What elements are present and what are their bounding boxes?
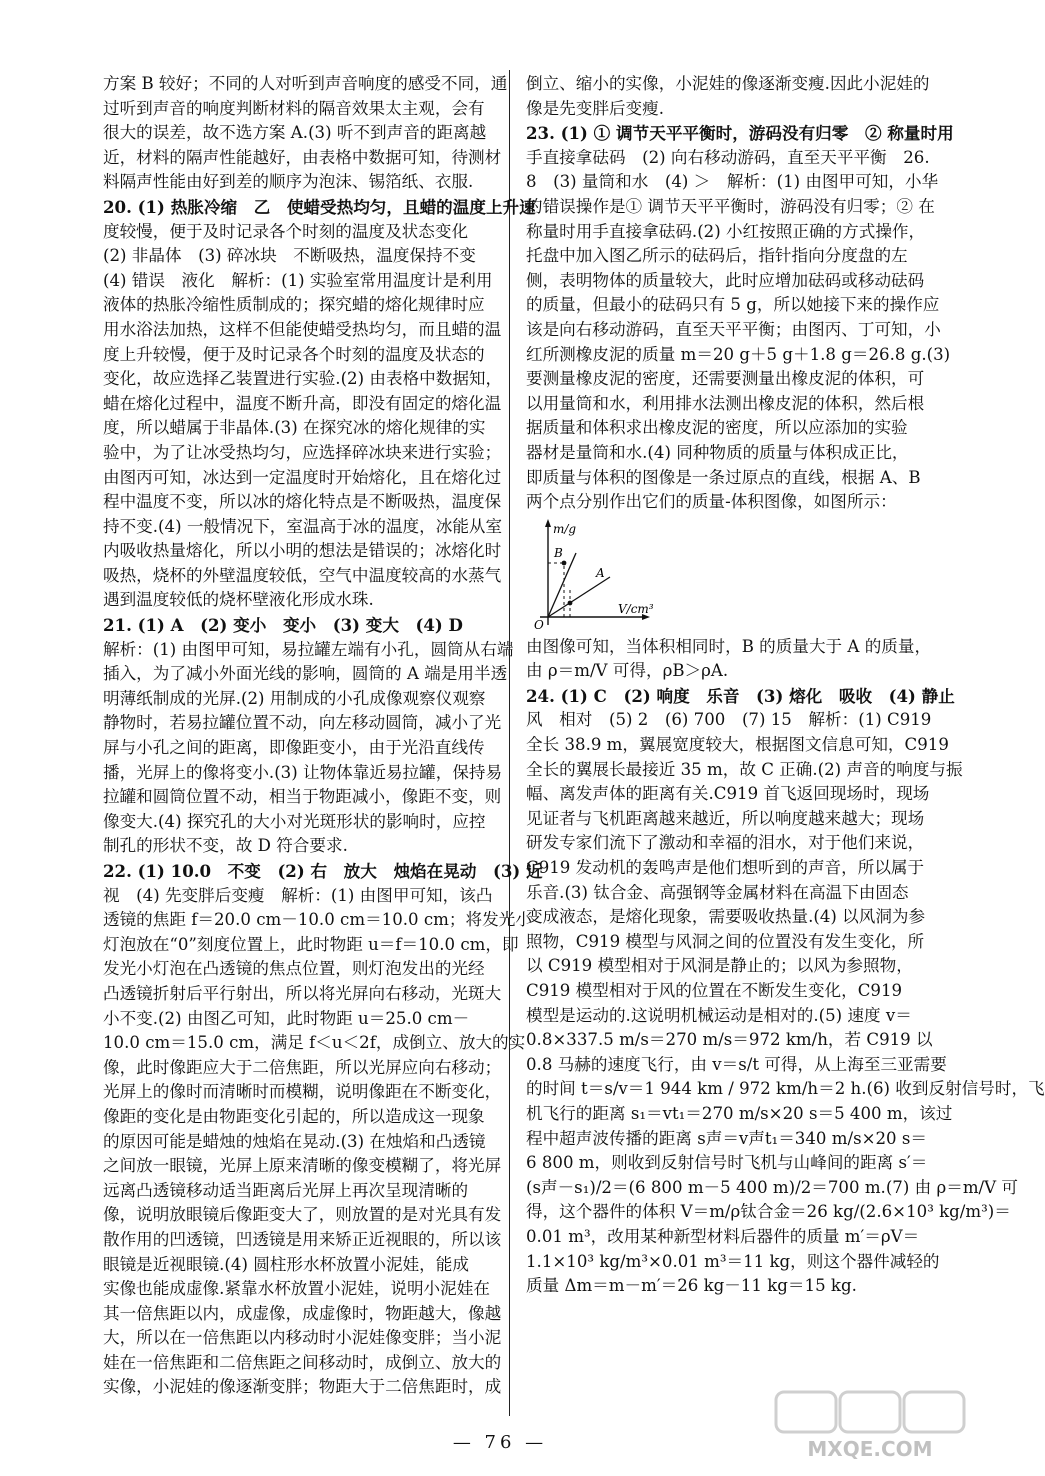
left-text-line: 持不变.(4) 一般情况下，室温高于冰的温度，冰能从室 bbox=[103, 516, 503, 536]
right-text-line: 两个点分别作出它们的质量-体积图像，如图所示： bbox=[526, 492, 897, 512]
left-text-line: 度，所以蜡属于非晶体.(3) 在探究冰的熔化规律的实 bbox=[103, 418, 486, 438]
right-text-line: 机飞行的距离 s₁＝vt₁＝270 m/s×20 s＝5 400 m，该过 bbox=[526, 1103, 953, 1123]
left-text-line: 小不变.(2) 由图乙可知，此时物距 u＝25.0 cm－ bbox=[103, 1008, 470, 1028]
left-text-line: 之间放一眼镜，光屏上原来清晰的像变模糊了，将光屏 bbox=[103, 1156, 502, 1176]
answer-24-block bbox=[526, 684, 1045, 1299]
right-text-line: 由图像可知，当体积相同时，B 的质量大于 A 的质量， bbox=[526, 636, 932, 656]
right-text-line: 研发专家们流下了激动和幸福的泪水，对于他们来说， bbox=[526, 833, 925, 853]
graph-svg bbox=[526, 517, 726, 632]
right-text-line: 模型是运动的.这说明机械运动是相对的.(5) 速度 v＝ bbox=[526, 1005, 912, 1025]
right-text-line: 0.8 马赫的速度飞行，由 v＝s/t 可得，从上海至三亚需要 bbox=[526, 1054, 947, 1074]
left-text-line: 遇到温度较低的烧杯壁液化形成水珠. bbox=[103, 590, 374, 610]
right-text-line: 变成液态，是熔化现象，需要吸收热量.(4) 以风洞为参 bbox=[526, 907, 926, 927]
right-text-line: 1.1×10³ kg/m³×0.01 m³＝11 kg，则这个器件减轻的 bbox=[526, 1251, 940, 1271]
right-text-line: 风 相对 (5) 2 (6) 700 (7) 15 解析：(1) C919 bbox=[526, 710, 932, 730]
left-text-line: 的原因可能是蜡烛的烛焰在晃动.(3) 在烛焰和凸透镜 bbox=[103, 1131, 486, 1151]
right-text-line: 的时间 t＝s/v＝1 944 km / 972 km/h＝2 h.(6) 收到反射信号时，飞 bbox=[526, 1079, 1045, 1099]
point-b bbox=[562, 560, 567, 565]
left-text-line: 近，材料的隔声性能越好，由表格中数据可知，待测材 bbox=[103, 147, 502, 167]
left-text-line: 像，此时像距应大于二倍焦距，所以光屏应向右移动； bbox=[103, 1057, 502, 1077]
left-text-line: 料隔声性能由好到差的顺序为泡沫、锡箔纸、衣服. bbox=[103, 172, 474, 192]
right-column bbox=[526, 72, 1045, 1299]
left-text-line: 远离凸透镜移动适当距离后光屏上再次呈现清晰的 bbox=[103, 1180, 469, 1200]
left-text-line: 22. (1) 10.0 不变 (2) 右 放大 烛焰在晃动 (3) 近 bbox=[103, 861, 543, 881]
right-text-line: 23. (1) ① 调节天平平衡时，游码没有归零 ② 称量时用 bbox=[526, 123, 954, 144]
left-text-line: 程中温度不变，所以冰的熔化特点是不断吸热，温度保 bbox=[103, 492, 502, 512]
left-text-line: 用水浴法加热，这样不但能使蜡受热均匀，而且蜡的温 bbox=[103, 319, 502, 339]
right-text-line: 称量时用手直接拿砝码.(2) 小红按照正确的方式操作， bbox=[526, 221, 926, 241]
left-text-line: 散作用的凹透镜，凹透镜是用来矫正近视眼的，所以该 bbox=[103, 1229, 502, 1249]
svg-text:MXQE.COM: MXQE.COM bbox=[807, 1437, 933, 1461]
left-text-line: 透镜的焦距 f＝20.0 cm－10.0 cm＝10.0 cm；将发光小 bbox=[103, 910, 532, 930]
left-text-line: 播，光屏上的像将变小.(3) 让物体靠近易拉罐，保持易 bbox=[103, 762, 503, 782]
left-text-line: 凸透镜折射后平行射出，所以将光屏向右移动，光斑大 bbox=[103, 983, 502, 1003]
right-text-line: 0.01 m³，改用某种新型材料后器件的质量 m′＝ρV＝ bbox=[526, 1226, 920, 1246]
left-text-line: 10.0 cm＝15.0 cm，满足 f＜u＜2f，成倒立、放大的实 bbox=[103, 1033, 526, 1053]
left-text-line: 插入，为了减小外面光线的影响，圆筒的 A 端是用半透 bbox=[103, 664, 508, 684]
left-text-line: 灯泡放在“0”刻度位置上，此时物距 u＝f＝10.0 cm，即 bbox=[103, 934, 519, 954]
left-text-line: 由图丙可知，冰达到一定温度时开始熔化，且在熔化过 bbox=[103, 467, 502, 487]
right-text-line: 要测量橡皮泥的密度，还需要测量出橡皮泥的体积，可 bbox=[526, 369, 925, 389]
left-text-line: (4) 错误 液化 解析：(1) 实验室常用温度计是利用 bbox=[103, 270, 493, 290]
x-axis-label: V/cm³ bbox=[618, 601, 654, 616]
right-text-line: 的错误操作是① 调节天平平衡时，游码没有归零；② 在 bbox=[526, 196, 935, 216]
left-text-line: 光屏上的像时而清晰时而模糊，说明像距在不断变化， bbox=[103, 1082, 502, 1102]
left-text-line: 静物时，若易拉罐位置不动，向左移动圆筒，减小了光 bbox=[103, 713, 502, 733]
point-b-label: B bbox=[554, 545, 563, 560]
left-text-line: 像变大.(4) 探究孔的大小对光斑形状的影响时，应控 bbox=[103, 811, 486, 831]
left-text-line: 方案 B 较好；不同的人对听到声音响度的感受不同，通 bbox=[103, 74, 508, 93]
left-text-line: 屏与小孔之间的距离，即像距变小，由于光沿直线传 bbox=[103, 738, 485, 758]
y-axis-label: m/g bbox=[553, 521, 577, 536]
left-text-line: 娃在一倍焦距和二倍焦距之间移动时，成倒立、放大的 bbox=[103, 1352, 502, 1372]
right-text-line: C919 发动机的轰鸣声是他们想听到的声音，所以属于 bbox=[526, 858, 925, 878]
left-column bbox=[103, 72, 545, 1400]
right-text-line: 像是先变胖后变瘦. bbox=[526, 98, 665, 118]
right-text-line: 据质量和体积求出橡皮泥的密度，所以应添加的实验 bbox=[526, 418, 908, 438]
right-text-line: 程中超声波传播的距离 s声＝v声t₁＝340 m/s×20 s＝ bbox=[526, 1128, 927, 1148]
left-text-line: 过听到声音的响度判断材料的隔音效果太主观，会有 bbox=[103, 98, 485, 118]
right-text-line: 得，这个器件的体积 V＝m/ρ钛合金＝26 kg/(2.6×10³ kg/m³)＝ bbox=[526, 1202, 1011, 1222]
right-text-line: 见证者与飞机距离越来越近，所以响度越来越大；现场 bbox=[526, 808, 925, 828]
right-text-line: 倒立、缩小的实像，小泥娃的像逐渐变瘦.因此小泥娃的 bbox=[526, 74, 930, 93]
left-text-line: 视 (4) 先变胖后变瘦 解析：(1) 由图甲可知，该凸 bbox=[103, 885, 493, 905]
left-text-line: 内吸收热量熔化，所以小明的想法是错误的；冰熔化时 bbox=[103, 541, 502, 561]
right-text-line: 全长 38.9 m，翼展宽度较大，根据图文信息可知，C919 bbox=[526, 735, 949, 755]
left-text-line: 液体的热胀冷缩性质制成的；探究蜡的熔化规律时应 bbox=[103, 295, 485, 315]
right-text-line: 质量 Δm＝m－m′＝26 kg－11 kg＝15 kg. bbox=[526, 1276, 857, 1296]
right-text-line: 手直接拿砝码 (2) 向右移动游码，直至天平平衡 26. bbox=[526, 147, 930, 167]
left-text-line: 像距的变化是由物距变化引起的，所以造成这一现象 bbox=[103, 1106, 485, 1126]
right-text-line: 红所测橡皮泥的质量 m＝20 g＋5 g＋1.8 g＝26.8 g.(3) bbox=[526, 344, 951, 364]
left-text-line: 解析：(1) 由图甲可知，易拉罐左端有小孔，圆筒从右端 bbox=[103, 639, 514, 659]
right-text-line: 该是向右移动游码，直至天平平衡；由图丙、丁可知，小 bbox=[526, 319, 941, 339]
right-text-line: 幅、离发声体的距离有关.C919 首飞返回现场时，现场 bbox=[526, 784, 930, 804]
left-text-line: 很大的误差，故不选方案 A.(3) 听不到声音的距离越 bbox=[103, 123, 487, 143]
point-a bbox=[568, 600, 573, 605]
left-text-line: 大，所以在一倍焦距以内移动时小泥娃像变胖；当小泥 bbox=[103, 1328, 502, 1348]
left-text-line: 实像也能成虚像.紧靠水杯放置小泥娃，说明小泥娃在 bbox=[103, 1279, 490, 1299]
right-text-line: 即质量与体积的图像是一条过原点的直线，根据 A、B bbox=[526, 467, 921, 487]
page-number: — 76 — bbox=[452, 1432, 548, 1453]
left-text-line: 度较慢，便于及时记录各个时刻的温度及状态变化 bbox=[103, 221, 469, 241]
left-text-line: 吸热，烧杯的外壁温度较低，空气中温度较高的水蒸气 bbox=[103, 565, 502, 585]
watermark-logo bbox=[770, 1386, 970, 1462]
right-text-line: 以 C919 模型相对于风洞是静止的；以风为参照物， bbox=[526, 956, 913, 976]
y-axis-arrow bbox=[545, 519, 551, 527]
left-text-line: 发光小灯泡在凸透镜的焦点位置，则灯泡发出的光经 bbox=[103, 959, 485, 979]
right-text-line: (s声－s₁)/2＝(6 800 m－5 400 m)/2＝700 m.(7) 由 ρ＝m/V 可 bbox=[526, 1177, 1019, 1197]
right-text-line: 0.8×337.5 m/s＝270 m/s＝972 km/h，若 C919 以 bbox=[526, 1030, 933, 1050]
point-a-label: A bbox=[596, 565, 605, 580]
right-text-line: 全长的翼展长最接近 35 m，故 C 正确.(2) 声音的响度与振 bbox=[526, 759, 963, 779]
right-text-line: 由 ρ＝m/V 可得，ρB＞ρA. bbox=[526, 661, 729, 681]
answer-23-block bbox=[526, 72, 968, 515]
right-text-line: 8 (3) 量筒和水 (4) ＞ 解析：(1) 由图甲可知，小华 bbox=[526, 172, 939, 192]
right-text-line: 侧，表明物体的质量较大，此时应增加砝码或移动砝码 bbox=[526, 270, 925, 290]
right-text-line: 以用量筒和水，利用排水法测出橡皮泥的体积，然后根 bbox=[526, 393, 925, 413]
left-text-line: 度上升较慢，便于及时记录各个时刻的温度及状态的 bbox=[103, 344, 485, 364]
left-text-line: 变化，故应选择乙装置进行实验.(2) 由表格中数据知， bbox=[103, 369, 503, 389]
right-text-line: 6 800 m，则收到反射信号时飞机与山峰间的距离 s′＝ bbox=[526, 1153, 928, 1173]
left-text-line: 明薄纸制成的光屏.(2) 用制成的小孔成像观察仪观察 bbox=[103, 688, 486, 708]
right-text-line: 照物，C919 模型与风洞之间的位置没有发生变化，所 bbox=[526, 931, 925, 951]
left-text-line: 其一倍焦距以内，成虚像，成虚像时，物距越大，像越 bbox=[103, 1303, 502, 1323]
right-text-line: 托盘中加入图乙所示的砝码后，指针指向分度盘的左 bbox=[526, 246, 908, 266]
right-text-line: C919 模型相对于风的位置在不断发生变化，C919 bbox=[526, 981, 903, 1000]
left-text-line: 实像，小泥娃的像逐渐变胖；物距大于二倍焦距时，成 bbox=[103, 1377, 502, 1397]
origin-label: O bbox=[534, 617, 544, 632]
left-text-line: 蜡在熔化过程中，温度不断升高，即没有固定的熔化温 bbox=[103, 393, 502, 413]
right-text-line: 的质量，但最小的砝码只有 5 g，所以她接下来的操作应 bbox=[526, 295, 940, 315]
left-text-line: 像，说明放眼镜后像距变大了，则放置的是对光具有发 bbox=[103, 1205, 502, 1225]
left-text-line: 验中，为了让冰受热均匀，应选择碎冰块来进行实验； bbox=[103, 442, 502, 462]
left-text-line: 21. (1) A (2) 变小 变小 (3) 变大 (4) D bbox=[103, 615, 463, 636]
left-text-line: 制孔的形状不变，故 D 符合要求. bbox=[103, 836, 348, 856]
right-text-line: 24. (1) C (2) 响度 乐音 (3) 熔化 吸收 (4) 静止 bbox=[526, 685, 955, 706]
right-text-line: 乐音.(3) 钛合金、高强钢等金属材料在高温下由固态 bbox=[526, 882, 909, 902]
right-text-line: 器材是量筒和水.(4) 同种物质的质量与体积成正比， bbox=[526, 442, 909, 462]
left-text-line: 拉罐和圆筒位置不动，相当于物距减小，像距不变，则 bbox=[103, 787, 502, 807]
left-text-line: 20. (1) 热胀冷缩 乙 使蜡受热均匀，且蜡的温度上升速 bbox=[103, 196, 536, 217]
left-text-line: 眼镜是近视眼镜.(4) 圆柱形水杯放置小泥娃，能成 bbox=[103, 1254, 469, 1274]
mass-volume-graph bbox=[526, 517, 968, 632]
left-text-line: (2) 非晶体 (3) 碎冰块 不断吸热，温度保持不变 bbox=[103, 246, 476, 266]
graph-conclusion bbox=[526, 635, 968, 684]
